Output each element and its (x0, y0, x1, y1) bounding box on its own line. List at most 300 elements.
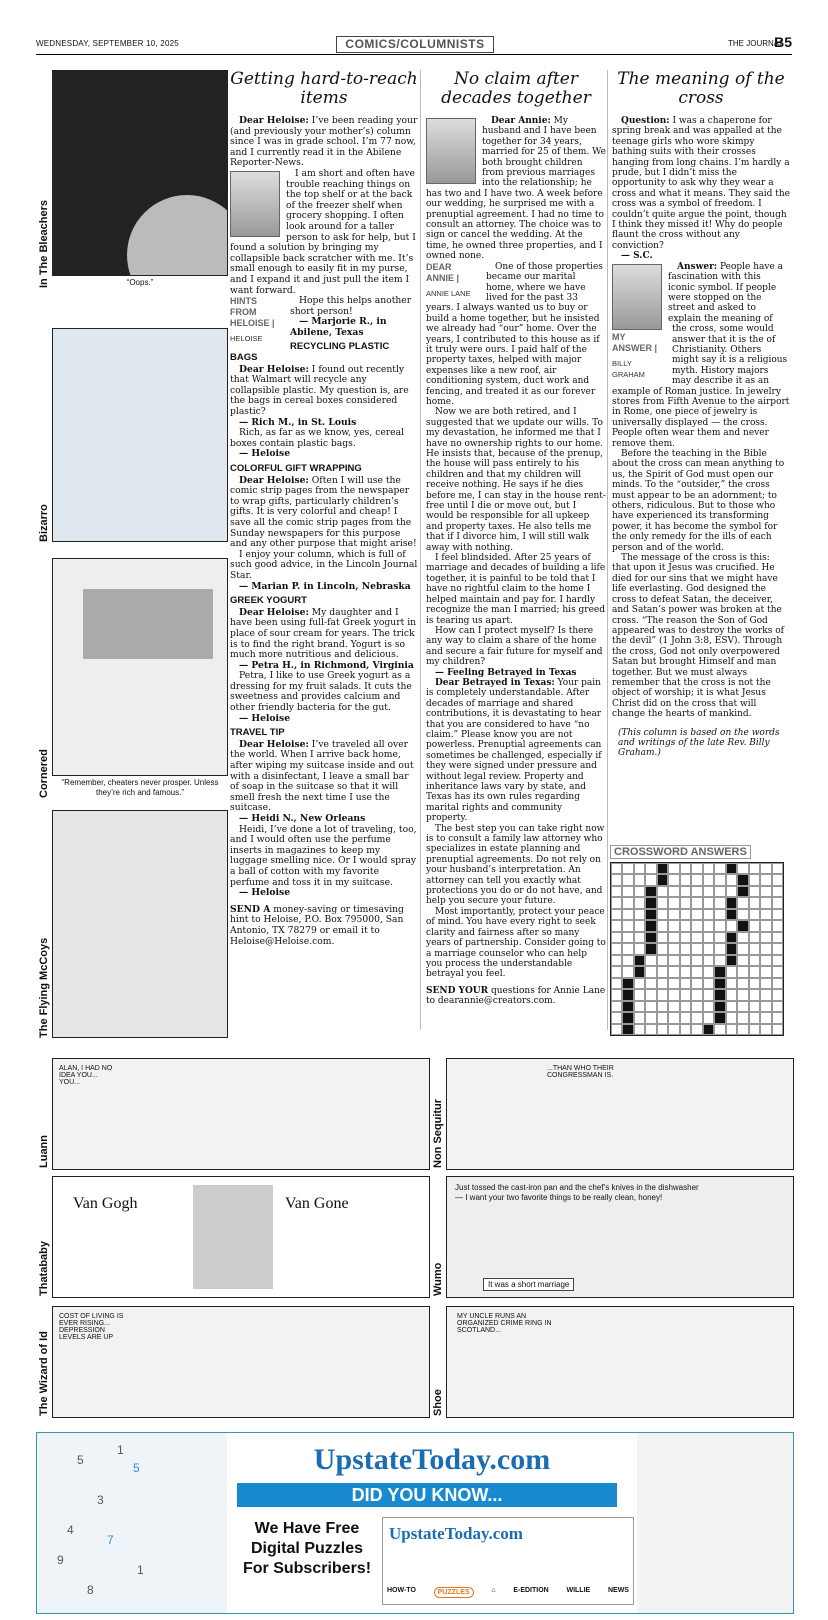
grid-cell (703, 989, 714, 1000)
grid-cell (749, 897, 760, 908)
strip-label: Cornered (38, 749, 50, 798)
subhead: TRAVEL TIP (230, 727, 285, 739)
grid-cell (611, 886, 622, 897)
comic-panel (52, 70, 228, 276)
grid-cell (622, 943, 633, 954)
grid-cell (726, 932, 737, 943)
grid-cell (772, 874, 783, 885)
panel-title: Van Gone (285, 1195, 349, 1212)
grid-cell (760, 863, 771, 874)
grid-cell (714, 1012, 725, 1023)
strip-shoe (446, 1306, 794, 1418)
grid-cell (691, 978, 702, 989)
grid-cell (611, 897, 622, 908)
subhead: RECYCLING PLASTIC BAGS (230, 341, 390, 364)
paragraph: How can I protect myself? Is there any way to claim a share of the home and secure a fair future for myself and my children? (426, 625, 603, 668)
grid-cell (634, 989, 645, 1000)
paragraph: I am short and often have trouble reaching things on the top shelf or at the back of the freezer shelf when grocery shopping. I often look around for a taller person to ask for help, but I found a solution by bringing my collapsible back scratcher with me. It’s small enough to easily fit in my purse, and I expand it and just pull the item I want forward. (230, 167, 416, 296)
grid-cell (680, 920, 691, 931)
grid-cell (645, 909, 656, 920)
grid-cell (772, 920, 783, 931)
grid-cell (714, 966, 725, 977)
speech-bubble: COST OF LIVING IS EVER RISING... DEPRESSION LEVELS ARE UP (59, 1313, 124, 1341)
grid-cell (622, 978, 633, 989)
grid-cell (634, 874, 645, 885)
column-byline (612, 332, 666, 380)
caption-text: Just tossed the cast-iron pan and the chef’s knives in the dishwasher — I want your two favorite things to be really clean, honey! (455, 1183, 699, 1202)
page-number: B5 (774, 34, 792, 50)
grid-cell (645, 943, 656, 954)
paragraph: The message of the cross is this: that upon it Jesus was crucified. He died for our sins that we might have life everlasting. God designed the cross to defeat Satan, the deceiver, and Satan’s power was broken at the cross. “The reason the Son of God appeared was to destroy the works of the devil” (1 John 3:8, ESV). Through the cross, God not only overpowered Satan but brought Himself and man together. But we must always remember that the cross is not the object of worship; it is what Jesus Christ did on the cross that will change the hearts of mankind. (612, 553, 784, 720)
grid-cell (737, 955, 748, 966)
grid-cell (772, 989, 783, 1000)
grid-cell (645, 886, 656, 897)
grid-cell (772, 897, 783, 908)
grid-cell (703, 932, 714, 943)
footer-lead: SEND A (230, 903, 271, 915)
grid-cell (714, 955, 725, 966)
grid-cell (760, 943, 771, 954)
grid-cell (691, 897, 702, 908)
grid-cell (737, 920, 748, 931)
grid-cell (622, 1012, 633, 1023)
painting (193, 1185, 273, 1289)
grid-cell (634, 1012, 645, 1023)
grid-cell (611, 863, 622, 874)
grid-cell (726, 920, 737, 931)
grid-cell (749, 989, 760, 1000)
grid-cell (726, 955, 737, 966)
grid-cell (657, 932, 668, 943)
grid-cell (680, 966, 691, 977)
paragraph: I’ve been reading your (and previously your mother’s) column since I was in grade school. I’m 77 now, and I currently read it in the Abilene Reporter-News. (230, 115, 418, 169)
grid-cell (737, 863, 748, 874)
grid-cell (749, 966, 760, 977)
grid-cell (668, 863, 679, 874)
grid-cell (703, 978, 714, 989)
grid-cell (634, 886, 645, 897)
grid-cell (772, 932, 783, 943)
salutation: Dear Heloise: (239, 606, 309, 618)
salutation: Dear Heloise: (239, 738, 309, 750)
paragraph: People have a fascination with this iconic symbol. If people were stopped on the street and asked to explain the meaning of the cross, some would answer that it is the of Christianity. Others might say it is a religious myth. History majors may describe it as an example of Roman justice. In jewelry stores from Fifth Avenue to the airport in Rome, one piece of jewelry is universally displayed — the cross. People often wear them and never remove them. (612, 261, 790, 449)
grid-cell (726, 989, 737, 1000)
strip-label: Luann (38, 1135, 50, 1168)
grid-cell (680, 978, 691, 989)
grid-cell (657, 863, 668, 874)
grid-cell (760, 966, 771, 977)
comic-panel (52, 558, 228, 776)
grid-cell (622, 1001, 633, 1012)
speech-bubble: MY UNCLE RUNS AN ORGANIZED CRIME RING IN SCOTLAND... (457, 1313, 552, 1334)
speech-bubble: ...THAN WHO THEIR CONGRESSMAN IS. (547, 1065, 614, 1079)
signature: — Heidi N., New Orleans (239, 813, 366, 824)
grid-cell (691, 943, 702, 954)
promo-text (227, 1519, 387, 1579)
grid-cell (611, 1012, 622, 1023)
footer-text: money-saving or timesaving hint to Heloise, P.O. Box 795000, San Antonio, TX 78279 or email it to Heloise@Heloise.com. (230, 903, 404, 947)
grid-cell (760, 989, 771, 1000)
grid-cell (691, 966, 702, 977)
grid-cell (760, 1012, 771, 1023)
grid-cell (611, 1001, 622, 1012)
grid-cell (749, 863, 760, 874)
grid-cell (611, 978, 622, 989)
grid-cell (749, 886, 760, 897)
mini-logo: UpstateToday.com (389, 1524, 523, 1543)
page-header (36, 36, 792, 55)
strip-caption: “Remember, cheaters never prosper. Unless they’re rich and famous.” (61, 778, 219, 797)
signature: — Marian P. in Lincoln, Nebraska (239, 580, 411, 592)
grid-cell (691, 932, 702, 943)
grid-cell (634, 863, 645, 874)
grid-cell (634, 1001, 645, 1012)
strip-thatababy (52, 1176, 430, 1298)
grid-cell (634, 943, 645, 954)
grid-cell (691, 909, 702, 920)
grid-cell (645, 920, 656, 931)
grid-cell (703, 863, 714, 874)
strip-luann (52, 1058, 430, 1170)
salutation: Answer: (677, 261, 718, 272)
grid-cell (622, 863, 633, 874)
grid-cell (680, 989, 691, 1000)
paragraph: My husband and I have been together for 34 years, married for 25 of them. We both brought children from previous marriages into the relationship; he has two and I have two. A week before our wedding, he surprised me with a prenuptial agreement. I had no time to consult an attorney. The choice was to sign or cancel the wedding. At the time, he owned three properties, and I owned none. (426, 116, 607, 262)
grid-cell (645, 897, 656, 908)
strip-label: Shoe (432, 1389, 444, 1416)
grid-cell (749, 874, 760, 885)
grid-cell (772, 863, 783, 874)
grid-cell (749, 1012, 760, 1023)
strip-flying-mccoys (36, 810, 228, 1038)
grid-cell (634, 955, 645, 966)
signature: — Heloise (239, 712, 291, 724)
grid-cell (645, 978, 656, 989)
grid-cell (691, 874, 702, 885)
promo-line: Digital Puzzles (250, 1540, 364, 1557)
grid-cell (726, 909, 737, 920)
grid-cell (611, 920, 622, 931)
grid-cell (657, 989, 668, 1000)
paragraph: Heidi, I’ve done a lot of traveling, too, and I would often use the perfume inserts in magazines to keep my luggage smelling nice. Or I would spray a ball of cotton with my favorite perfume and toss it in my suitcase. (230, 823, 417, 888)
grid-cell (634, 932, 645, 943)
grid-cell (622, 874, 633, 885)
strip-in-the-bleachers (36, 70, 228, 288)
grid-cell (622, 920, 633, 931)
puzzle-ad[interactable] (36, 1432, 794, 1614)
grid-cell (714, 897, 725, 908)
nav-eedition[interactable]: E-EDITION (513, 1587, 549, 1594)
signature: — Heloise (239, 887, 291, 899)
grid-cell (703, 1001, 714, 1012)
strip-label: Wumo (432, 1262, 444, 1296)
nav-news[interactable]: NEWS (607, 1587, 629, 1594)
grid-cell (668, 886, 679, 897)
grid-cell (657, 886, 668, 897)
grid-cell (703, 897, 714, 908)
nav-puzzles[interactable]: PUZZLES (434, 1587, 474, 1598)
paragraph: Hope this helps another short person! (290, 295, 412, 317)
strip-wizard-of-id (52, 1306, 430, 1418)
column-title: No claim after decades together (441, 69, 591, 108)
grid-cell (714, 920, 725, 931)
grid-cell (737, 989, 748, 1000)
grid-cell (645, 966, 656, 977)
grid-cell (657, 897, 668, 908)
column-byline (426, 262, 480, 299)
grid-cell (749, 1001, 760, 1012)
grid-cell (737, 1024, 748, 1035)
grid-cell (657, 966, 668, 977)
byline-label: MY ANSWER | (612, 331, 658, 353)
grid-cell (726, 978, 737, 989)
paragraph: I enjoy your column, which is full of such good advice, in the Lincoln Journal Star. (230, 548, 418, 581)
grid-cell (714, 1024, 725, 1035)
grid-cell (680, 932, 691, 943)
byline-name: ANNIE LANE (426, 288, 471, 298)
grid-cell (657, 920, 668, 931)
paragraph: I feel blindsided. After 25 years of marriage and decades of building a life together, it is painful to be told that I have no rightful claim to the home I helped maintain and pay for. I hardly recognize the man I married; his greed is tearing us apart. (426, 553, 606, 626)
grid-cell (726, 886, 737, 897)
grid-cell (680, 874, 691, 885)
grid-cell (622, 886, 633, 897)
footer-lead: SEND YOUR (426, 985, 489, 996)
grid-cell (611, 943, 622, 954)
grid-cell (668, 955, 679, 966)
grid-cell (760, 920, 771, 931)
grid-cell (726, 897, 737, 908)
grid-cell (772, 966, 783, 977)
grid-cell (749, 909, 760, 920)
grid-cell (772, 1001, 783, 1012)
grid-cell (622, 932, 633, 943)
nav-willie[interactable]: WILLIE (566, 1587, 591, 1594)
grid-cell (611, 989, 622, 1000)
footer-text: questions for Annie Lane to dearannie@creators.com. (426, 985, 606, 1007)
subhead: COLORFUL GIFT WRAPPING (230, 463, 362, 474)
grid-cell (622, 989, 633, 1000)
grid-cell (760, 1001, 771, 1012)
grid-cell (634, 897, 645, 908)
paragraph: I found out recently that Walmart will recycle any collapsible plastic. My question is, are the bags in cereal boxes considered plastic? (230, 363, 409, 418)
strip-label-box (430, 1306, 444, 1416)
grid-cell (760, 955, 771, 966)
grid-cell (772, 886, 783, 897)
crossword-answers (610, 840, 786, 1036)
grid-cell (737, 874, 748, 885)
grid-cell (657, 874, 668, 885)
grid-cell (703, 966, 714, 977)
grid-cell (622, 966, 633, 977)
grid-cell (680, 909, 691, 920)
strip-cornered (36, 558, 228, 798)
grid-cell (645, 863, 656, 874)
signature: — Marjorie R., in Abilene, Texas (290, 316, 387, 338)
grid-cell (703, 886, 714, 897)
strip-bizarro (36, 328, 228, 542)
promo-line: We Have Free (254, 1520, 360, 1537)
grid-cell (737, 966, 748, 977)
strip-label: The Flying McCoys (38, 937, 50, 1038)
grid-cell (726, 863, 737, 874)
byline-name: HELOISE (230, 334, 263, 344)
salutation: Dear Heloise: (239, 115, 309, 126)
promo-line: For Subscribers! (242, 1560, 372, 1577)
paragraph: The best step you can take right now is to consult a family law attorney who specializes in estate planning and prenuptial agreements. Do not rely on your husband’s interpretation. An attorney can tell you exactly what protections you do or do not have, and help you secure your future. (426, 823, 605, 907)
grid-cell (714, 909, 725, 920)
grid-cell (680, 886, 691, 897)
strip-label: Bizarro (38, 504, 50, 542)
grid-cell (726, 943, 737, 954)
grid-cell (726, 1024, 737, 1035)
signature: — Petra H., in Richmond, Virginia (239, 659, 414, 671)
strip-wumo (446, 1176, 794, 1298)
grid-cell (668, 978, 679, 989)
paragraph: I was a chaperone for spring break and was appalled at the teenage girls who wore skimpy bathing suits with their crosses hanging from long chains. I’m hardly a prude, but I didn’t miss the opportunity to ask why they wear a cross and what it means. They said the cross was a symbol of freedom. I couldn’t quite argue the point, though I think they missed it! Why do people flaunt the cross without any conviction? (612, 116, 791, 251)
grid-cell (749, 978, 760, 989)
grid-cell (737, 1001, 748, 1012)
strip-label-box (430, 1058, 444, 1168)
grid-cell (772, 978, 783, 989)
site-preview (382, 1517, 634, 1605)
grid-cell (714, 989, 725, 1000)
strip-label-box (36, 1058, 50, 1168)
columnist-photo (230, 171, 280, 237)
grid-cell (645, 874, 656, 885)
grid-cell (634, 978, 645, 989)
grid-cell (703, 1024, 714, 1035)
grid-cell (657, 955, 668, 966)
salutation: Dear Heloise: (239, 363, 309, 375)
panel-caption: It was a short marriage (483, 1278, 574, 1291)
grid-cell (760, 978, 771, 989)
paragraph: Petra, I like to use Greek yogurt as a dressing for my fruit salads. It cuts the sweetness and provides calcium and other friendly bacteria for the gut. (230, 670, 412, 714)
crossword-graphic (637, 1433, 793, 1613)
grid-cell (657, 1024, 668, 1035)
grid-cell (760, 874, 771, 885)
annie-column (426, 70, 606, 1007)
grid-cell (714, 1001, 725, 1012)
grid-cell (714, 932, 725, 943)
grid-cell (737, 932, 748, 943)
grid-cell (611, 874, 622, 885)
grid-cell (668, 1012, 679, 1023)
signature: — Rich M., in St. Louis (239, 416, 357, 428)
grid-cell (760, 932, 771, 943)
grid-cell (726, 1012, 737, 1023)
comic-panel (52, 810, 228, 1038)
salutation: Dear Betrayed in Texas: (435, 677, 555, 688)
grid-cell (622, 909, 633, 920)
column-rule (420, 70, 421, 1030)
comic-panel (52, 328, 228, 542)
grid-cell (611, 955, 622, 966)
grid-cell (772, 955, 783, 966)
grid-cell (760, 897, 771, 908)
column-rule (607, 70, 608, 1030)
grid-cell (703, 1012, 714, 1023)
byline-label: DEAR ANNIE | (426, 261, 460, 283)
panel-title: Van Gogh (73, 1195, 138, 1212)
subhead: GREEK YOGURT (230, 595, 307, 607)
grid-cell (657, 978, 668, 989)
grid-cell (657, 943, 668, 954)
paragraph: Your pain is completely understandable. After decades of marriage and shared contributions, it is devastating to hear that you are considered to have “no claim.” Please know you are not powerless. Prenuptial agreements can sometimes be challenged, especially if they were signed under pressure and without legal review. Property and inheritance laws vary by state, and Texas has its own rules regarding marital rights and community property. (426, 677, 602, 824)
grid-cell (749, 1024, 760, 1035)
grid-cell (680, 943, 691, 954)
grid-cell (634, 920, 645, 931)
strip-label-box (36, 1306, 50, 1416)
column-byline (230, 296, 284, 344)
speech-bubble: ALAN, I HAD NO IDEA YOU... YOU... (59, 1065, 113, 1086)
grid-cell (703, 955, 714, 966)
grid-cell (634, 1024, 645, 1035)
grid-cell (737, 909, 748, 920)
columnist-photo (612, 264, 662, 330)
salutation: Dear Heloise: (239, 474, 309, 486)
grid-cell (668, 932, 679, 943)
strip-label: Non Sequitur (432, 1098, 444, 1168)
grid-cell (611, 909, 622, 920)
paragraph: Most importantly, protect your peace of mind. You have every right to seek clarity and fairness after so many years of partnership. Consider going to a marriage counselor who can help you process the understandable betrayal you feel. (426, 906, 606, 980)
paragraph: Often I will use the comic strip pages from the newspaper to wrap gifts, particularly children’s gifts. It is very colorful and cheap! I save all the comic strip pages from the Sunday newspapers for this purpose and any other purpose that might arise! (230, 474, 417, 550)
grid-cell (737, 886, 748, 897)
grid-cell (691, 1001, 702, 1012)
grid-cell (703, 909, 714, 920)
strip-label-box (430, 1176, 444, 1296)
paragraph: Rich, as far as we know, yes, cereal boxes contain plastic bags. (230, 427, 405, 449)
grid-cell (680, 1001, 691, 1012)
nav-howto[interactable]: HOW-TO (387, 1587, 416, 1594)
grid-cell (703, 943, 714, 954)
grid-cell (726, 1001, 737, 1012)
paragraph: I’ve traveled all over the world. When I arrive back home, after wiping my suitcase inside and out with a disinfectant, I leave a small bar of soap in the suitcase so that it will smell fresh the next time I use the suitcase. (230, 738, 414, 814)
columnist-photo (426, 118, 476, 184)
grid-cell (657, 1001, 668, 1012)
header-date: WEDNESDAY, SEPTEMBER 10, 2025 (36, 39, 179, 48)
grid-cell (668, 1001, 679, 1012)
grid-cell (691, 863, 702, 874)
planet-shape (127, 195, 228, 276)
grid-cell (749, 932, 760, 943)
grid-cell (714, 874, 725, 885)
salutation: Question: (621, 116, 670, 126)
grid-cell (657, 1012, 668, 1023)
grid-cell (680, 1012, 691, 1023)
strip-label: The Wizard of Id (38, 1331, 50, 1416)
home-icon[interactable]: ⌂ (491, 1587, 496, 1594)
grid-cell (645, 1001, 656, 1012)
grid-cell (737, 1012, 748, 1023)
grid-cell (668, 1024, 679, 1035)
grid-cell (772, 943, 783, 954)
column-title: The meaning of the cross (617, 69, 785, 108)
grid-cell (760, 1024, 771, 1035)
grid-cell (737, 943, 748, 954)
grid-cell (714, 943, 725, 954)
paragraph: One of those properties became our marital home, where we have lived for the past 33 years. I always wanted us to buy or build a home together, but he insisted we already had “our” home. Over the years, I contributed to this house as if it truly were ours. I paid half of the property taxes, helped with major expenses like a new roof, air conditioning system, duct work and fencing, and treated it as our forever home. (426, 261, 603, 407)
strip-label: Thatababy (38, 1240, 50, 1296)
grid-cell (760, 909, 771, 920)
signature: — Feeling Betrayed in Texas (435, 667, 577, 678)
grid-cell (737, 897, 748, 908)
grid-cell (668, 909, 679, 920)
grid-cell (714, 978, 725, 989)
grid-cell (703, 874, 714, 885)
grid-cell (634, 966, 645, 977)
grid-cell (645, 932, 656, 943)
paper-name: THE JOURNAL (728, 39, 784, 48)
